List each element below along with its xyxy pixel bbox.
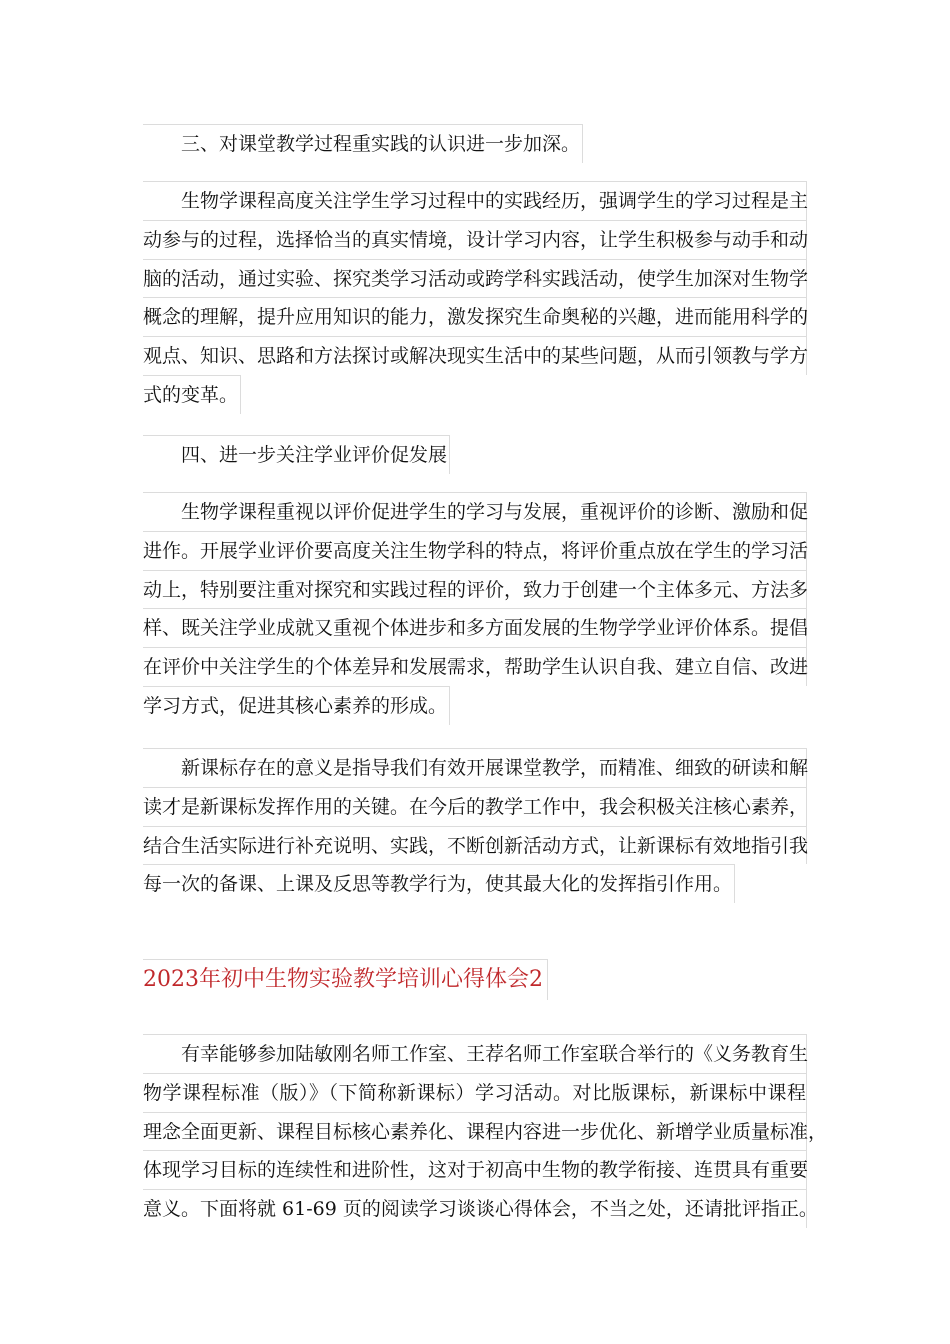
paragraph-line: 在评价中关注学生的个体差异和发展需求，帮助学生认识自我、建立自信、改进: [143, 647, 807, 686]
paragraph-line: 物学课程标准（版）》（下简称新课标）学习活动。对比版课标，新课标中课程: [143, 1073, 807, 1112]
paragraph-line: 进作。开展学业评价要高度关注生物学科的特点，将评价重点放在学生的学习活: [143, 531, 807, 570]
paragraph-line: 生物学课程高度关注学生学习过程中的实践经历，强调学生的学习过程是主: [143, 181, 807, 220]
conclusion-paragraph: [143, 748, 807, 903]
article2-paragraph: [143, 1034, 828, 1228]
paragraph-line: 动上，特别要注重对探究和实践过程的评价，致力于创建一个主体多元、方法多: [143, 570, 807, 609]
section4-heading-block: [143, 435, 807, 474]
paragraph-line: 式的变革。: [143, 375, 241, 414]
paragraph-line: 每一次的备课、上课及反思等教学行为，使其最大化的发挥指引作用。: [143, 864, 735, 903]
section3-heading-block: [143, 124, 807, 163]
paragraph-line: 意义。下面将就 61-69 页的阅读学习谈谈心得体会，不当之处，还请批评指正。: [143, 1189, 807, 1228]
paragraph-line: 读才是新课标发挥作用的关键。在今后的教学工作中，我会积极关注核心素养，: [143, 787, 807, 826]
paragraph-line: 有幸能够参加陆敏刚名师工作室、王荐名师工作室联合举行的《义务教育生: [143, 1034, 807, 1073]
section3-paragraph: [143, 181, 807, 414]
paragraph-line: 生物学课程重视以评价促进学生的学习与发展，重视评价的诊断、激励和促: [143, 492, 807, 531]
section4-paragraph: [143, 492, 807, 725]
paragraph-line: 概念的理解，提升应用知识的能力，激发探究生命奥秘的兴趣，进而能用科学的: [143, 297, 807, 336]
paragraph-line: 脑的活动，通过实验、探究类学习活动或跨学科实践活动，使学生加深对生物学: [143, 259, 807, 298]
paragraph-line: 样、既关注学业成就又重视个体进步和多方面发展的生物学学业评价体系。提倡: [143, 608, 807, 647]
paragraph-line: 动参与的过程，选择恰当的真实情境，设计学习内容，让学生积极参与动手和动: [143, 220, 807, 259]
article2-title: 2023年初中生物实验教学培训心得体会2: [143, 959, 548, 1000]
paragraph-line: 观点、知识、思路和方法探讨或解决现实生活中的某些问题，从而引领教与学方: [143, 336, 807, 375]
paragraph-line: 结合生活实际进行补充说明、实践，不断创新活动方式，让新课标有效地指引我: [143, 826, 807, 865]
section4-heading: 四、进一步关注学业评价促发展: [143, 435, 450, 474]
paragraph-line: 体现学习目标的连续性和进阶性，这对于初高中生物的教学衔接、连贯具有重要: [143, 1150, 807, 1189]
paragraph-line: 理念全面更新、课程目标核心素养化、课程内容进一步优化、新增学业质量标准，: [143, 1112, 807, 1151]
paragraph-line: 新课标存在的意义是指导我们有效开展课堂教学，而精准、细致的研读和解: [143, 748, 807, 787]
paragraph-line: 学习方式，促进其核心素养的形成。: [143, 686, 450, 725]
section3-heading: 三、对课堂教学过程重实践的认识进一步加深。: [143, 124, 583, 163]
